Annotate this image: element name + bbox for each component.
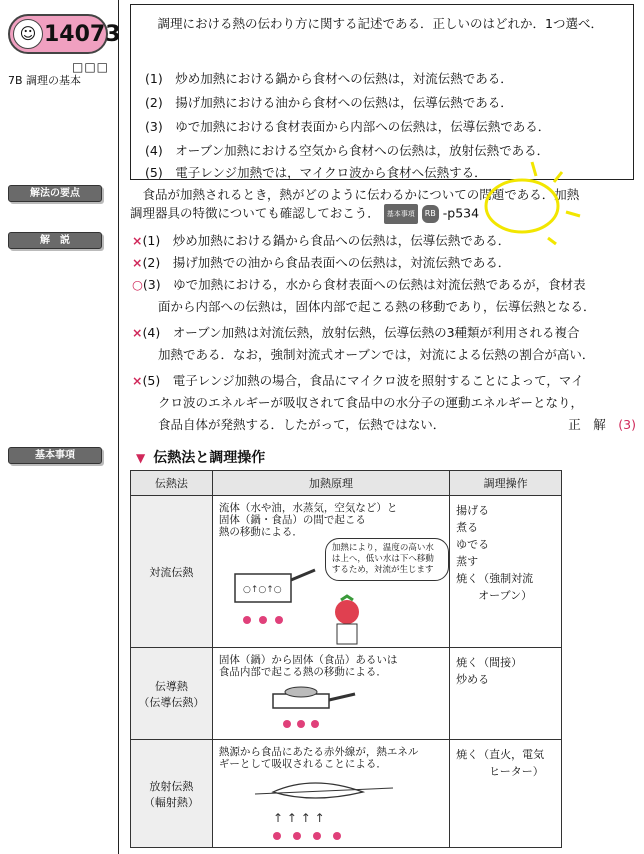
incorrect-mark: × <box>132 325 143 340</box>
method-alt-name: （輻射熱） <box>143 795 199 809</box>
question-box <box>130 4 634 180</box>
method-cell <box>131 740 213 848</box>
principle-cell <box>212 740 449 848</box>
principle-line: ギーとして吸収されることによる． <box>218 758 387 770</box>
triangle-icon: ▼ <box>136 451 146 465</box>
principle-cell <box>212 648 449 740</box>
method-alt-name: （伝導伝熱） <box>138 695 205 709</box>
category-label: 7B 調理の基本 <box>8 74 82 87</box>
method-cell: 対流伝熱 <box>131 496 213 648</box>
method-name: 伝導熱 <box>154 679 188 693</box>
heat-transfer-table <box>130 470 562 848</box>
rb-ref-chip[interactable]: RB <box>422 205 439 223</box>
op-item: 焼く（直火，電気 <box>456 748 545 761</box>
answer-label: 正 解 <box>568 417 606 432</box>
face-icon: ☺ <box>13 19 43 49</box>
sidebar-divider <box>118 0 119 854</box>
section-heading <box>136 447 265 467</box>
pot-icon <box>231 566 321 638</box>
op-item: 炒める <box>456 673 490 686</box>
page-ref: -p534 <box>442 205 480 221</box>
pan-icon <box>263 684 363 736</box>
item-number: (2) <box>142 255 161 270</box>
basics-ref-chip[interactable]: 基本事項 <box>384 204 418 224</box>
points-tab[interactable]: 解法の要点 <box>8 185 102 202</box>
correct-mark: ○ <box>132 277 143 292</box>
incorrect-mark: × <box>132 373 143 388</box>
explanation-text: 電子レンジ加熱の場合，食品にマイクロ波を照射することによって，マイ <box>172 373 584 388</box>
ops-cell <box>450 648 562 740</box>
svg-text:○↑○↑○: ○↑○↑○ <box>242 585 282 595</box>
explanation-text: 揚げ加熱での油から食品表面への伝熱は，対流伝熱である． <box>172 255 511 270</box>
explanation-section <box>132 232 640 438</box>
tomato-character-icon <box>327 594 373 646</box>
incorrect-mark: × <box>132 255 143 270</box>
speech-bubble: 加熱により，温度の高い水は上へ，低い水は下へ移動するため，対流が生じます <box>325 538 449 581</box>
table-header: 伝熱法 <box>131 471 213 496</box>
op-item: 蒸す <box>456 555 479 568</box>
option-4[interactable]: (4) オーブン加熱における空気から食材への伝熱は，放射伝熱である． <box>145 143 550 158</box>
explanation-text: 食品自体が発熱する．したがって，伝熱ではない． <box>158 417 446 432</box>
section-title: 伝熱法と調理操作 <box>153 450 266 466</box>
principle-line: 熱源から食品にあたる赤外線が，熱エネル <box>218 746 419 758</box>
explanation-text: オーブン加熱は対流伝熱，放射伝熱，伝導伝熱の3種類が利用される複合 <box>172 325 580 340</box>
item-number: (1) <box>142 233 161 248</box>
review-checkboxes[interactable]: □□□ <box>72 60 110 74</box>
basics-tab[interactable]: 基本事項 <box>8 447 102 464</box>
explanation-item-4 <box>132 324 640 368</box>
op-item: 揚げる <box>456 504 490 517</box>
item-number: (3) <box>142 277 161 292</box>
principle-line: 固体（鍋）から固体（食品）あるいは <box>218 654 398 666</box>
answer-value: (3) <box>618 417 636 432</box>
method-cell <box>131 648 213 740</box>
question-stem: 調理における熱の伝わり方に関する記述である．正しいのはどれか．1つ選べ． <box>157 16 603 31</box>
explanation-item-3 <box>132 276 640 320</box>
principle-line: 食品内部で起こる熱の移動による． <box>218 666 387 678</box>
table-header: 加熱原理 <box>212 471 449 496</box>
table-header-row <box>131 471 562 496</box>
op-item: 焼く（強制対流 <box>456 572 534 585</box>
principle-cell <box>212 496 449 648</box>
option-1[interactable]: (1) 炒め加熱における鍋から食材への伝熱は，対流伝熱である． <box>145 71 513 86</box>
op-item: 煮る <box>456 521 479 534</box>
option-5[interactable]: (5) 電子レンジ加熱では，マイクロ波から食材へ伝熱する． <box>145 165 487 180</box>
table-row <box>131 648 562 740</box>
explanation-last-line <box>132 416 640 438</box>
table-row <box>131 740 562 848</box>
answer <box>568 416 636 434</box>
svg-text:↑ ↑ ↑ ↑: ↑ ↑ ↑ ↑ <box>272 811 325 825</box>
ops-cell <box>450 496 562 648</box>
table-header: 調理操作 <box>450 471 562 496</box>
fish-icon <box>253 774 403 844</box>
points-line-2-text: 調理器具の特徴についても確認しておこう． <box>130 205 380 221</box>
item-number: (4) <box>142 325 161 340</box>
explanation-text: 加熱である．なお，強制対流式オーブンでは，対流による伝熱の割合が高い． <box>158 347 595 362</box>
explanation-text: 面から内部への伝熱は，固体内部で起こる熱の移動であり，伝導伝熱となる． <box>158 299 596 314</box>
op-item: ヒーター） <box>456 765 544 778</box>
flame-icon <box>243 616 283 624</box>
op-item: オーブン） <box>456 589 533 602</box>
option-3[interactable]: (3) ゆで加熱における食材表面から内部への伝熱は，伝導伝熱である． <box>145 119 551 134</box>
incorrect-mark: × <box>132 233 143 248</box>
principle-line: 固体（鍋・食品）の間で起こる <box>218 514 366 526</box>
explanation-text: ゆで加熱における，水から食材表面への伝熱は対流伝熱であるが，食材表 <box>173 277 586 292</box>
principle-line: 熱の移動による． <box>218 526 303 538</box>
explanation-item-2 <box>132 254 640 276</box>
method-name: 放射伝熱 <box>149 779 194 793</box>
op-item: ゆでる <box>456 538 490 551</box>
question-number-badge <box>8 14 121 54</box>
question-number: 14073 <box>44 22 121 47</box>
ops-cell <box>450 740 562 848</box>
points-line-1: 食品が加熱されるとき，熱がどのように伝わるかについての問題である．加熱 <box>142 187 580 202</box>
op-item: 焼く（間接） <box>456 656 523 669</box>
principle-line: 流体（水や油，水蒸気，空気など）と <box>218 502 398 514</box>
explanation-item-5 <box>132 372 640 438</box>
explanation-text: 炒め加熱における鍋から食品への伝熱は，伝導伝熱である． <box>172 233 511 248</box>
explanation-item-1 <box>132 232 640 254</box>
item-number: (5) <box>142 373 161 388</box>
option-2[interactable]: (2) 揚げ加熱における油から食材への伝熱は，伝導伝熱である． <box>145 95 513 110</box>
explanation-text: クロ波のエネルギーが吸収されて食品中の水分子の運動エネルギーとなり， <box>158 395 584 410</box>
explanation-tab[interactable]: 解 説 <box>8 232 102 249</box>
table-row <box>131 496 562 648</box>
